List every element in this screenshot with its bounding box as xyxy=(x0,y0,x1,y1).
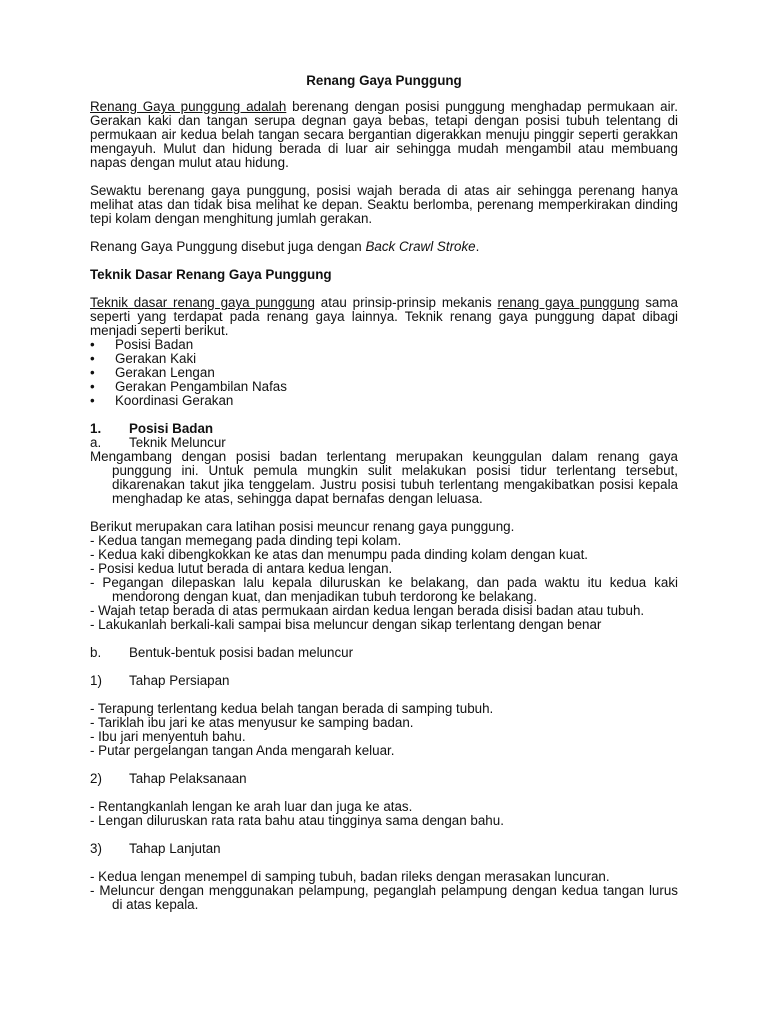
latihan-list xyxy=(90,534,678,632)
subsection-b-heading xyxy=(90,646,678,660)
list-item: - Posisi kedua lutut berada di antara kedua lengan. xyxy=(90,561,393,576)
section-1-heading xyxy=(90,422,678,436)
paragraph-2: Sewaktu berenang gaya punggung, posisi wajah berada di atas air sehingga perenang hanya melihat atas dan tidak bisa melihat ke depan. Seaktu berlomba, perenang memperkirakan dinding tepi kolam dengan menghitung jumlah gerakan. xyxy=(90,183,678,226)
bullet-icon: • xyxy=(90,393,95,408)
tahap-2-heading xyxy=(90,772,678,786)
tahap-2-title: Tahap Pelaksanaan xyxy=(129,771,247,786)
teknik-paragraph xyxy=(90,296,678,338)
list-item: - Kedua kaki dibengkokkan ke atas dan menumpu pada dinding kolam dengan kuat. xyxy=(90,547,589,562)
tahap-2-number: 2) xyxy=(90,771,102,786)
tahap-1-title: Tahap Persiapan xyxy=(129,673,230,688)
list-item: • Gerakan Pengambilan Nafas xyxy=(90,379,287,394)
subsection-a-title: Teknik Meluncur xyxy=(129,435,226,450)
list-item: - Wajah tetap berada di atas permukaan airdan kedua lengan berada disisi badan atau tubuh. xyxy=(90,603,645,618)
list-item: - Meluncur dengan menggunakan pelampung, peganglah pelampung dengan kedua tangan lurus di atas kepala. xyxy=(90,883,678,912)
subsection-a-heading xyxy=(90,436,678,450)
list-item: • Gerakan Lengan xyxy=(90,365,215,380)
tahap-1-number: 1) xyxy=(90,673,102,688)
teknik-rest: sama seperti yang terdapat pada renang gaya lainnya. Teknik renang gaya punggung dapat dibagi menjadi seperti berikut. xyxy=(90,295,678,338)
section-1-number: 1. xyxy=(90,421,102,436)
paragraph-3-italic: Back Crawl Stroke xyxy=(365,239,476,254)
subsection-b-letter: b. xyxy=(90,645,102,660)
section-1-title: Posisi Badan xyxy=(129,421,214,436)
paragraph-3-text: Renang Gaya Punggung disebut juga dengan xyxy=(90,239,366,254)
subsection-a-letter: a. xyxy=(90,435,102,450)
teknik-underlined-2: renang gaya punggung xyxy=(497,295,640,310)
list-item: - Rentangkanlah lengan ke arah luar dan juga ke atas. xyxy=(90,799,413,814)
list-item: - Tariklah ibu jari ke atas menyusur ke samping badan. xyxy=(90,715,414,730)
list-item: - Pegangan dilepaskan lalu kepala diluruskan ke belakang, dan pada waktu itu kedua kaki mendorong dengan kuat, dan menjadikan tubuh terdorong ke belakang. xyxy=(90,575,678,604)
tahap-3-list xyxy=(90,870,678,912)
tahap-3-title: Tahap Lanjutan xyxy=(129,841,221,856)
section-heading: Teknik Dasar Renang Gaya Punggung xyxy=(90,267,332,282)
list-item: - Terapung terlentang kedua belah tangan berada di samping tubuh. xyxy=(90,701,494,716)
document-title: Renang Gaya Punggung xyxy=(306,73,462,88)
list-item: - Kedua lengan menempel di samping tubuh, badan rileks dengan merasakan luncuran. xyxy=(90,869,610,884)
bullet-icon: • xyxy=(90,351,95,366)
tahap-3-number: 3) xyxy=(90,841,102,856)
list-item: - Putar pergelangan tangan Anda mengarah keluar. xyxy=(90,743,395,758)
paragraph-3-end: . xyxy=(475,239,480,254)
list-item: • Koordinasi Gerakan xyxy=(90,393,234,408)
list-item: • Posisi Badan xyxy=(90,337,194,352)
intro-underlined-term: Renang Gaya punggung adalah xyxy=(90,99,287,114)
tahap-2-list xyxy=(90,800,678,828)
list-item: - Ibu jari menyentuh bahu. xyxy=(90,729,246,744)
bullet-icon: • xyxy=(90,379,95,394)
bullet-icon: • xyxy=(90,337,95,352)
tahap-1-list xyxy=(90,702,678,758)
tahap-3-heading xyxy=(90,842,678,856)
latihan-intro: Berikut merupakan cara latihan posisi meuncur renang gaya punggung. xyxy=(90,519,515,534)
list-item: • Gerakan Kaki xyxy=(90,351,197,366)
bullet-icon: • xyxy=(90,365,95,380)
technique-list xyxy=(90,338,678,408)
meluncur-paragraph: Mengambang dengan posisi badan terlentang merupakan keunggulan dalam renang gaya punggung ini. Untuk pemula mungkin sulit melakukan posisi tidur terlentang tersebut, dikarenakan takut jika tenggelam. Justru posisi tubuh terlentang mengakibatkan posisi kepala menghadap ke atas, sehingga dapat bernafas dengan leluasa. xyxy=(90,449,678,506)
list-item: - Kedua tangan memegang pada dinding tepi kolam. xyxy=(90,533,402,548)
teknik-mid: atau prinsip-prinsip mekanis xyxy=(314,295,498,310)
list-item: - Lakukanlah berkali-kali sampai bisa meluncur dengan sikap terlentang dengan benar xyxy=(90,617,602,632)
paragraph-3 xyxy=(90,240,678,254)
intro-paragraph xyxy=(90,100,678,170)
tahap-1-heading xyxy=(90,674,678,688)
subsection-b-title: Bentuk-bentuk posisi badan meluncur xyxy=(129,645,354,660)
intro-text: berenang dengan posisi punggung menghadap permukaan air. Gerakan kaki dan tangan serupa degnan gaya bebas, tetapi dengan posisi tubuh telentang di permukaan air kedua belah tangan secara bergantian digerakkan menuju pinggir seperti gerakkan mengayuh. Mulut dan hidung berada di luar air sehingga mudah mengambil atau membuang napas dengan mulut atau hidung. xyxy=(90,99,678,170)
document-page xyxy=(90,74,678,912)
list-item: - Lengan diluruskan rata rata bahu atau tingginya sama dengan bahu. xyxy=(90,813,504,828)
teknik-underlined-1: Teknik dasar renang gaya punggung xyxy=(90,295,315,310)
